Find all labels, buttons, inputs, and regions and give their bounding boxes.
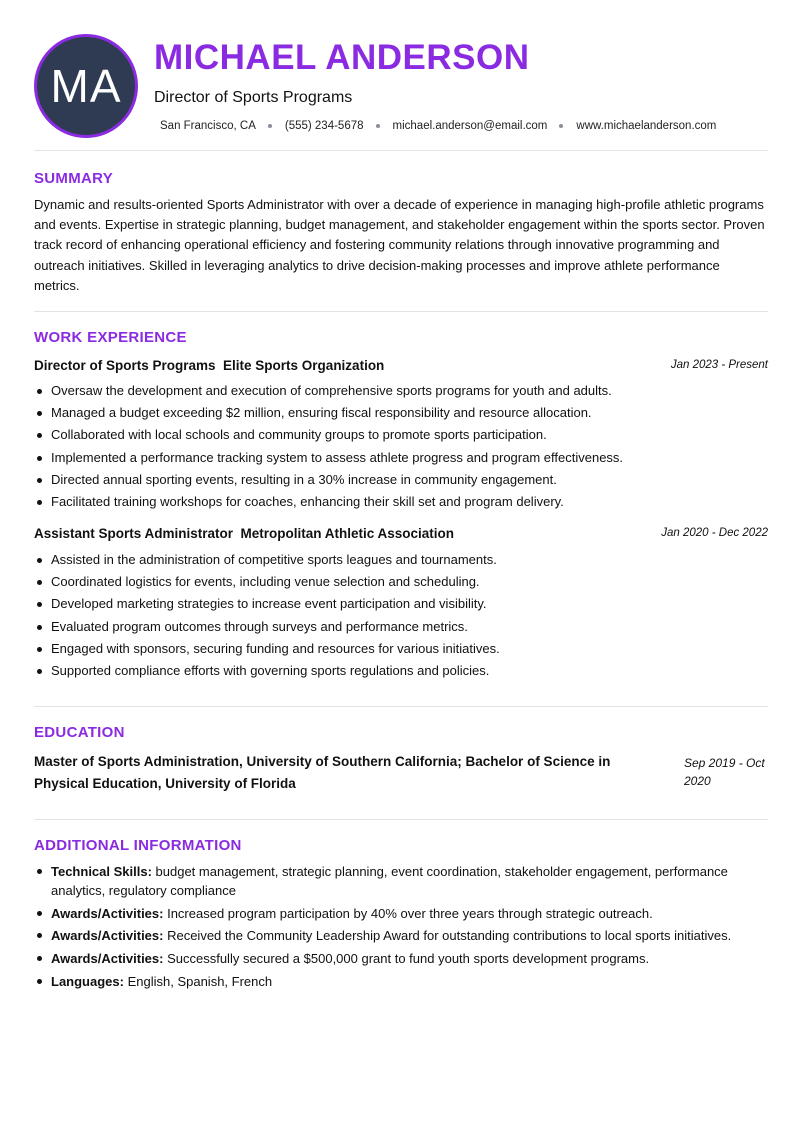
job-title: Director of Sports Programs Elite Sports Organization	[34, 358, 385, 373]
additional-info-list	[34, 862, 768, 994]
item-label: Awards/Activities:	[51, 928, 164, 943]
list-item	[34, 949, 768, 968]
additional-info-heading: ADDITIONAL INFORMATION	[34, 837, 242, 854]
job-bullets	[34, 380, 768, 513]
separator-dot	[268, 124, 272, 128]
item-text: Successfully secured a $500,000 grant to fund youth sports development programs.	[163, 950, 650, 966]
education-dates: Sep 2019 - Oct 2020	[684, 756, 765, 788]
divider	[34, 706, 768, 707]
list-item	[34, 904, 768, 923]
contact-email[interactable]: michael.anderson@email.com	[392, 120, 548, 132]
contact-phone: (555) 234-5678	[284, 120, 364, 132]
list-item: Engaged with sponsors, securing funding and resources for various initiatives.	[34, 638, 768, 660]
item-label: Awards/Activities:	[51, 905, 164, 921]
item-text: Received the Community Leadership Award for outstanding contributions to local sports initiatives.	[163, 928, 732, 943]
item-text: budget management, strategic planning, event coordination, stakeholder engagement, performance analytics, regulatory compliance	[51, 864, 728, 898]
summary-heading: SUMMARY	[34, 170, 114, 187]
item-label: Technical Skills:	[51, 864, 152, 879]
list-item	[34, 926, 768, 945]
contact-website[interactable]: www.michaelanderson.com	[576, 120, 717, 132]
resume-header	[34, 34, 768, 144]
list-item	[34, 862, 768, 900]
divider	[34, 819, 768, 820]
job-dates: Jan 2023 - Present	[670, 359, 768, 371]
candidate-name: MICHAEL ANDERSON	[154, 38, 530, 77]
job-header	[34, 358, 768, 376]
education-degree: Master of Sports Administration, University of Southern California; Bachelor of Science in Physical Education, University of Florida	[34, 754, 611, 791]
list-item: Collaborated with local schools and community groups to promote sports participation.	[34, 424, 768, 446]
separator-dot	[559, 124, 563, 128]
list-item: Implemented a performance tracking system to assess athlete progress and program effectiveness.	[34, 447, 768, 469]
contact-location: San Francisco, CA	[160, 120, 256, 132]
item-label: Awards/Activities:	[51, 950, 164, 966]
list-item: Managed a budget exceeding $2 million, ensuring fiscal responsibility and resource allocation.	[34, 402, 768, 424]
contact-line	[160, 120, 716, 132]
separator-dot	[376, 124, 380, 128]
work-experience-heading: WORK EXPERIENCE	[34, 329, 187, 346]
divider	[34, 311, 768, 312]
job-title: Assistant Sports Administrator Metropolitan Athletic Association	[34, 526, 455, 541]
list-item: Oversaw the development and execution of comprehensive sports programs for youth and adults.	[34, 380, 768, 402]
job-dates: Jan 2020 - Dec 2022	[661, 527, 768, 539]
job-header	[34, 526, 768, 544]
list-item: Coordinated logistics for events, including venue selection and scheduling.	[34, 571, 768, 593]
avatar: MA	[34, 34, 138, 138]
list-item	[34, 972, 768, 991]
candidate-title: Director of Sports Programs	[154, 89, 353, 106]
item-text: Increased program participation by 40% over three years through strategic outreach.	[163, 905, 653, 921]
item-label: Languages:	[51, 973, 124, 989]
education-heading: EDUCATION	[34, 724, 125, 741]
item-text: English, Spanish, French	[123, 973, 273, 989]
list-item: Evaluated program outcomes through surveys and performance metrics.	[34, 616, 768, 638]
list-item: Supported compliance efforts with governing sports regulations and policies.	[34, 660, 768, 682]
list-item: Developed marketing strategies to increase event participation and visibility.	[34, 593, 768, 615]
summary-text: Dynamic and results-oriented Sports Administrator with over a decade of experience in managing high-profile athletic programs and events. Expertise in strategic planning, budget management, and stakeholder engagement within the sports sector. Proven track record of enhancing operational efficiency and fostering community relations through innovative programming and outreach initiatives. Skilled in leveraging analytics to drive decision-making processes and improve athlete performance metrics.	[34, 197, 765, 293]
list-item: Directed annual sporting events, resulting in a 30% increase in community engagement.	[34, 469, 768, 491]
job-bullets	[34, 549, 768, 682]
list-item: Assisted in the administration of competitive sports leagues and tournaments.	[34, 549, 768, 571]
list-item: Facilitated training workshops for coaches, enhancing their skill set and program delivery.	[34, 491, 768, 513]
divider	[34, 150, 768, 151]
